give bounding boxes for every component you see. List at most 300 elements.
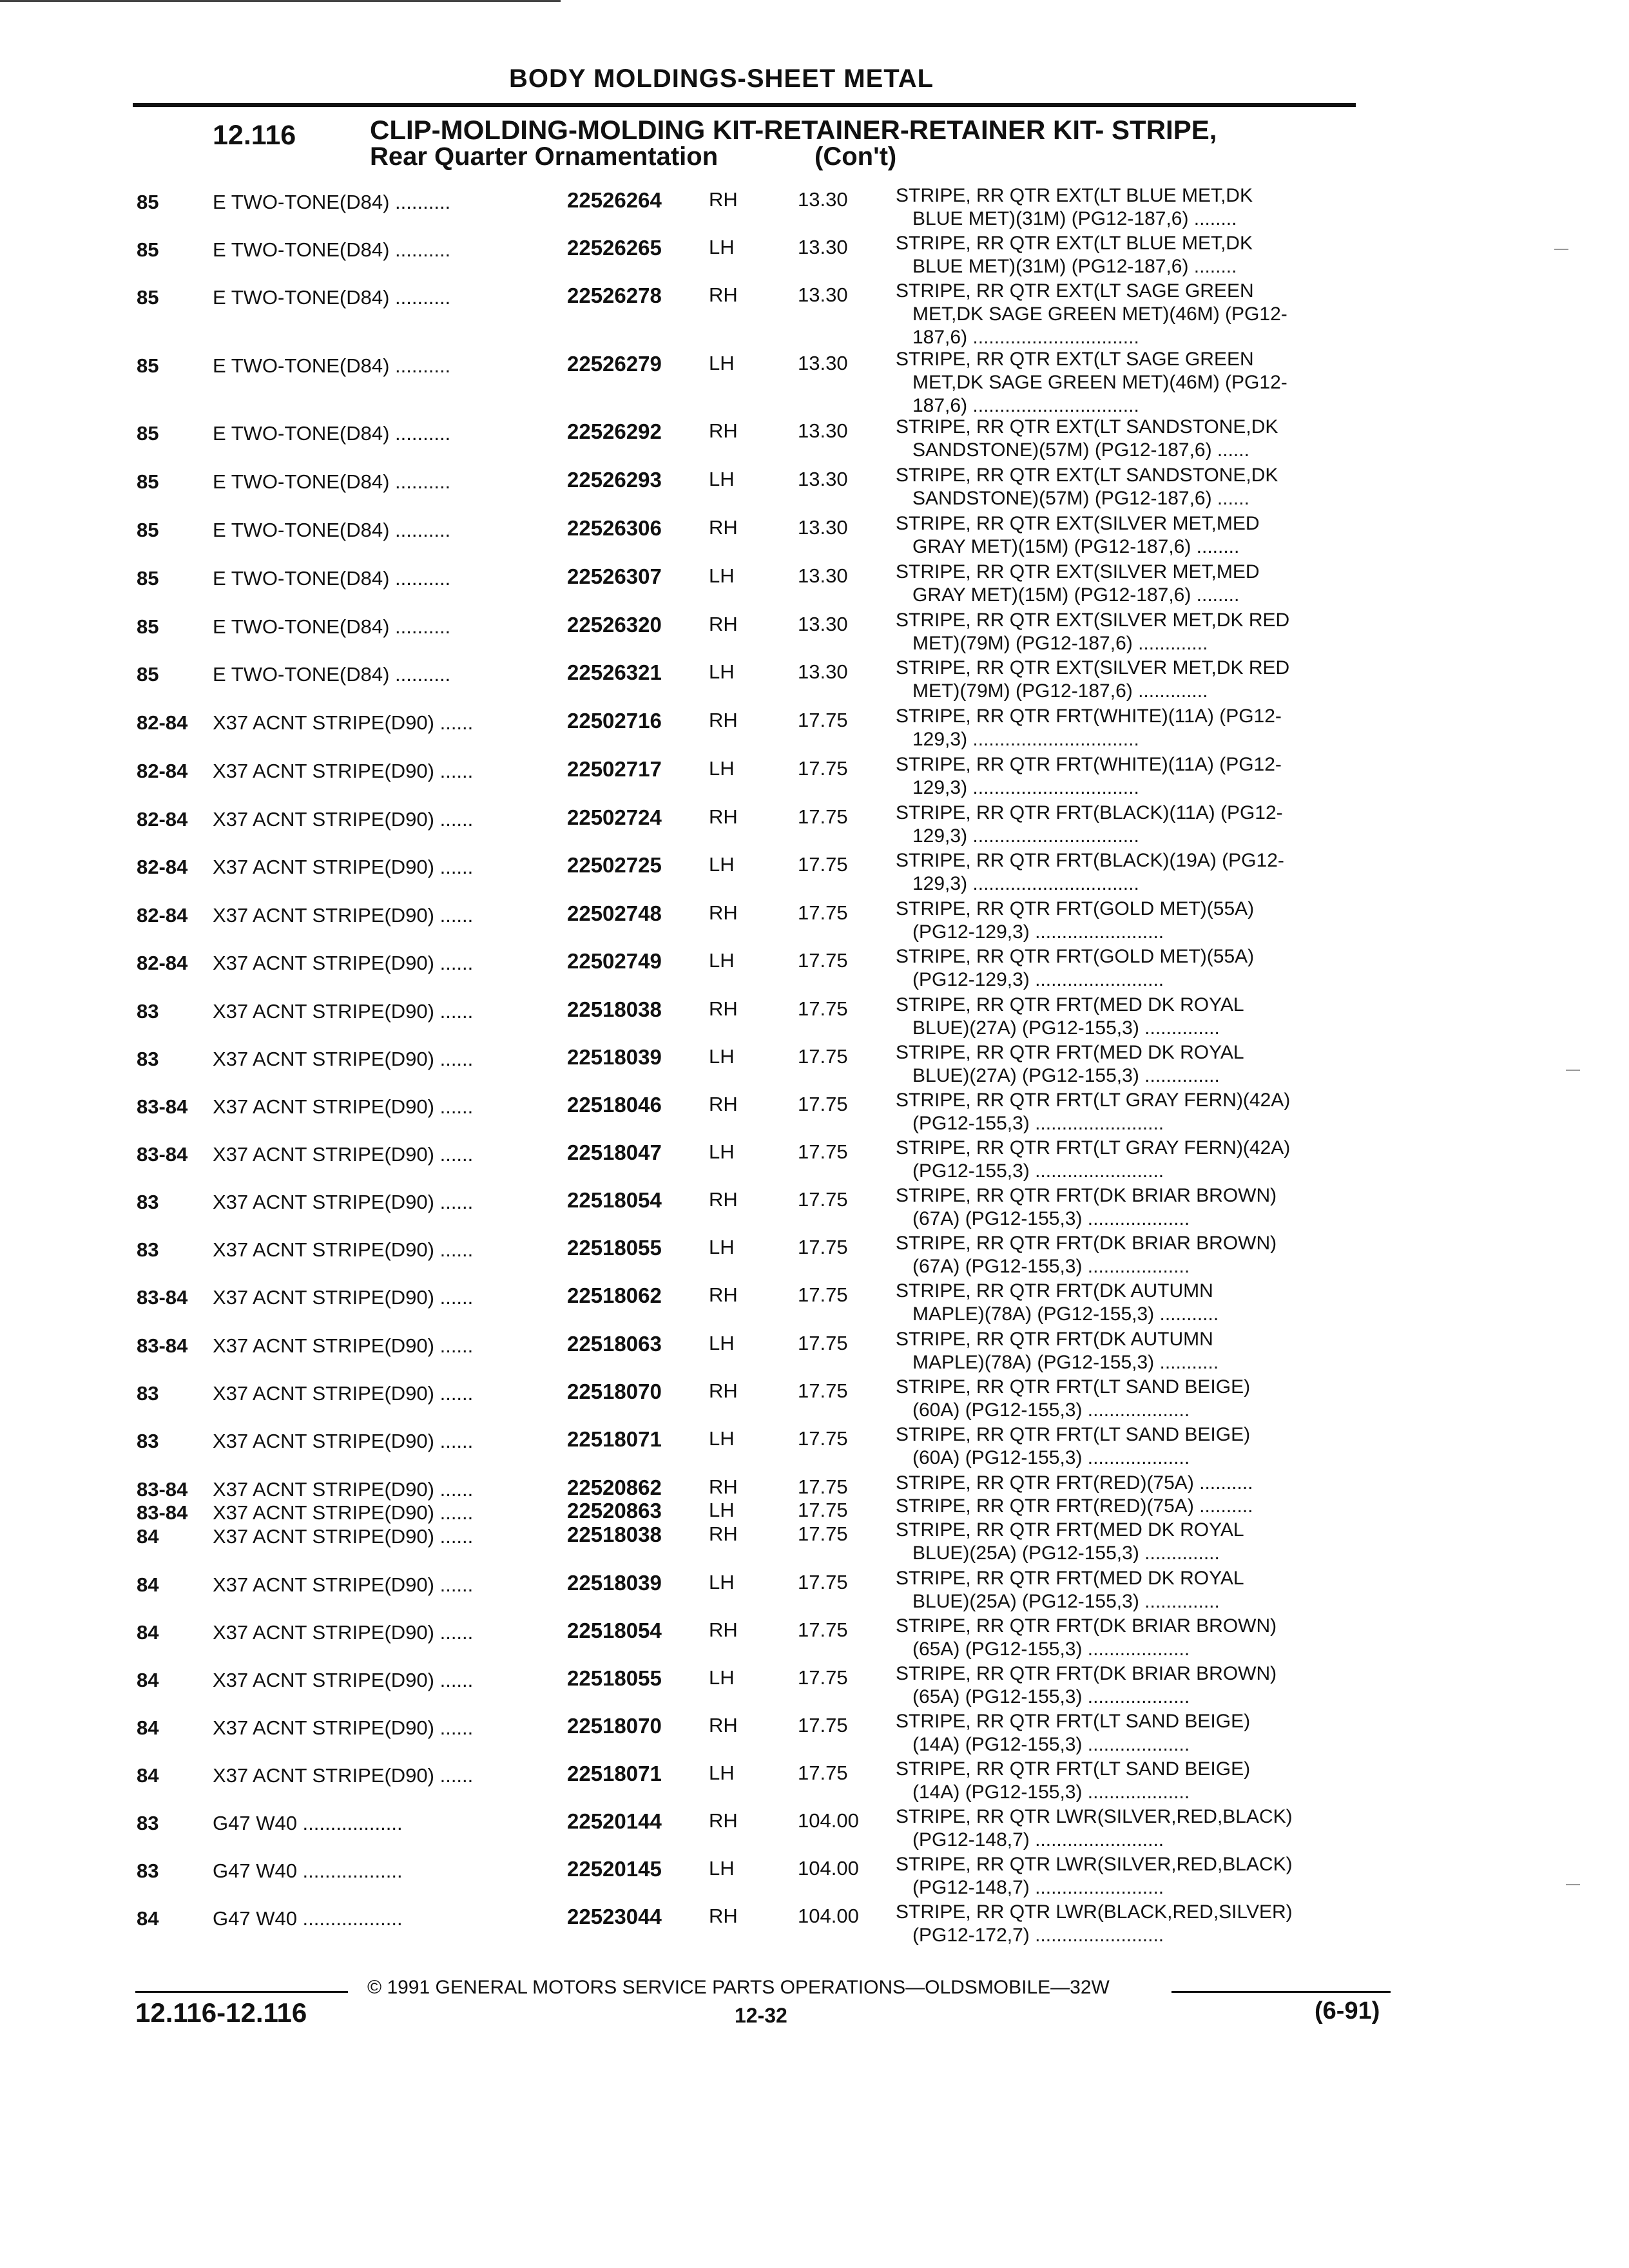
model-years: 83-84: [137, 1095, 188, 1118]
price: 13.30: [798, 188, 848, 211]
usage-description: G47 W40 ..................: [213, 1860, 403, 1882]
model-years: 85: [137, 191, 159, 213]
part-description: [896, 1184, 1385, 1231]
part-description-line: STRIPE, RR QTR FRT(MED DK ROYAL: [896, 994, 1244, 1015]
price: 17.75: [798, 1619, 848, 1641]
price: 13.30: [798, 352, 848, 374]
price: 17.75: [798, 1332, 848, 1354]
side-indicator: LH: [709, 352, 735, 374]
part-description-line: (PG12-148,7) ........................: [912, 1877, 1164, 1898]
part-description-line: STRIPE, RR QTR FRT(BLACK)(19A) (PG12-: [896, 850, 1284, 871]
copyright-notice: © 1991 GENERAL MOTORS SERVICE PARTS OPERATIONS—OLDSMOBILE—32W: [367, 1977, 1110, 1998]
continued-label: (Con't): [815, 142, 897, 171]
usage-description: E TWO-TONE(D84) ..........: [213, 519, 451, 541]
part-description: [896, 657, 1385, 703]
usage-description: E TWO-TONE(D84) ..........: [213, 422, 451, 445]
part-number: 22518055: [567, 1236, 662, 1260]
price: 13.30: [798, 516, 848, 539]
usage-description: X37 ACNT STRIPE(D90) ......: [213, 1238, 474, 1261]
usage-description: X37 ACNT STRIPE(D90) ......: [213, 760, 474, 782]
part-description: [896, 1805, 1385, 1852]
part-description-line: STRIPE, RR QTR FRT(LT SAND BEIGE): [896, 1376, 1251, 1398]
price: 17.75: [798, 1714, 848, 1736]
side-indicator: RH: [709, 1523, 738, 1545]
part-number: 22502725: [567, 853, 662, 877]
list-item: [0, 1853, 1629, 1901]
part-description-line: BLUE)(25A) (PG12-155,3) ..............: [912, 1591, 1220, 1612]
part-description-line: STRIPE, RR QTR FRT(DK BRIAR BROWN): [896, 1663, 1277, 1684]
model-years: 85: [137, 615, 159, 638]
usage-description: X37 ACNT STRIPE(D90) ......: [213, 1191, 474, 1213]
part-number: 22518054: [567, 1619, 662, 1642]
part-description-line: (14A) (PG12-155,3) ...................: [912, 1734, 1190, 1755]
part-number: 22518071: [567, 1427, 662, 1451]
price: 104.00: [798, 1809, 859, 1832]
scan-speck: [1566, 1070, 1580, 1071]
usage-description: X37 ACNT STRIPE(D90) ......: [213, 1478, 474, 1501]
side-indicator: LH: [709, 564, 735, 587]
part-number: 22526279: [567, 352, 662, 376]
usage-description: G47 W40 ..................: [213, 1812, 403, 1834]
part-description-line: (PG12-129,3) ........................: [912, 969, 1164, 990]
side-indicator: LH: [709, 1857, 735, 1879]
part-description-line: SANDSTONE)(57M) (PG12-187,6) ......: [912, 488, 1249, 509]
price: 17.75: [798, 709, 848, 731]
part-description: [896, 1901, 1385, 1947]
part-description-line: BLUE MET)(31M) (PG12-187,6) ........: [912, 208, 1237, 229]
price: 17.75: [798, 1427, 848, 1450]
price: 17.75: [798, 1045, 848, 1068]
price: 17.75: [798, 853, 848, 876]
list-item: [0, 1710, 1629, 1758]
section-title: CLIP-MOLDING-MOLDING KIT-RETAINER-RETAINER KIT- STRIPE,: [370, 115, 1217, 145]
part-number: 22518054: [567, 1188, 662, 1212]
part-description-line: (67A) (PG12-155,3) ...................: [912, 1208, 1190, 1229]
part-number: 22502716: [567, 709, 662, 733]
usage-description: X37 ACNT STRIPE(D90) ......: [213, 904, 474, 927]
part-description: [896, 1280, 1385, 1326]
part-number: 22518047: [567, 1140, 662, 1164]
part-description: [896, 184, 1385, 231]
price: 17.75: [798, 1093, 848, 1115]
part-number: 22518055: [567, 1666, 662, 1690]
part-description: [896, 753, 1385, 800]
side-indicator: RH: [709, 1379, 738, 1402]
side-indicator: RH: [709, 188, 738, 211]
side-indicator: LH: [709, 1140, 735, 1163]
part-description-line: 129,3) ...............................: [912, 777, 1139, 798]
side-indicator: LH: [709, 1236, 735, 1258]
model-years: 83: [137, 1812, 159, 1834]
price: 17.75: [798, 1188, 848, 1211]
list-item: [0, 1615, 1629, 1662]
price: 17.75: [798, 1379, 848, 1402]
list-item: [0, 464, 1629, 512]
usage-description: X37 ACNT STRIPE(D90) ......: [213, 1764, 474, 1787]
part-description-line: (65A) (PG12-155,3) ...................: [912, 1639, 1190, 1660]
side-indicator: LH: [709, 1762, 735, 1784]
part-description: [896, 1041, 1385, 1088]
part-number: 22502717: [567, 757, 662, 781]
part-description-line: STRIPE, RR QTR EXT(SILVER MET,MED: [896, 561, 1260, 582]
price: 17.75: [798, 1762, 848, 1784]
price: 17.75: [798, 901, 848, 924]
model-years: 83-84: [137, 1501, 188, 1524]
usage-description: X37 ACNT STRIPE(D90) ......: [213, 1382, 474, 1405]
part-number: 22502749: [567, 949, 662, 973]
side-indicator: RH: [709, 1475, 738, 1498]
part-description-line: STRIPE, RR QTR FRT(GOLD MET)(55A): [896, 898, 1255, 919]
usage-description: X37 ACNT STRIPE(D90) ......: [213, 952, 474, 974]
part-number: 22526320: [567, 613, 662, 637]
model-years: 85: [137, 354, 159, 377]
model-years: 84: [137, 1621, 159, 1644]
list-item: [0, 705, 1629, 753]
list-item: [0, 561, 1629, 608]
part-description-line: STRIPE, RR QTR EXT(LT SANDSTONE,DK: [896, 416, 1278, 437]
part-number: 22526321: [567, 660, 662, 684]
side-indicator: RH: [709, 613, 738, 635]
part-description-line: STRIPE, RR QTR FRT(LT SAND BEIGE): [896, 1758, 1251, 1780]
usage-description: X37 ACNT STRIPE(D90) ......: [213, 711, 474, 734]
list-item: [0, 1232, 1629, 1280]
model-years: 85: [137, 422, 159, 445]
model-years: 83: [137, 1238, 159, 1261]
side-indicator: RH: [709, 709, 738, 731]
part-number: 22518038: [567, 1523, 662, 1546]
side-indicator: RH: [709, 1809, 738, 1832]
usage-description: X37 ACNT STRIPE(D90) ......: [213, 1000, 474, 1023]
part-description-line: STRIPE, RR QTR EXT(SILVER MET,DK RED: [896, 610, 1290, 631]
list-item: [0, 1567, 1629, 1615]
side-indicator: LH: [709, 1666, 735, 1689]
model-years: 83: [137, 1860, 159, 1882]
part-description: [896, 1423, 1385, 1470]
side-indicator: RH: [709, 997, 738, 1020]
side-indicator: RH: [709, 1093, 738, 1115]
part-description: [896, 464, 1385, 510]
usage-description: E TWO-TONE(D84) ..........: [213, 238, 451, 261]
price: 13.30: [798, 284, 848, 306]
part-description-line: BLUE)(27A) (PG12-155,3) ..............: [912, 1065, 1220, 1086]
model-years: 85: [137, 238, 159, 261]
part-description-line: 187,6) ...............................: [912, 395, 1139, 416]
usage-description: X37 ACNT STRIPE(D90) ......: [213, 1621, 474, 1644]
part-description-line: STRIPE, RR QTR FRT(LT GRAY FERN)(42A): [896, 1137, 1291, 1158]
model-years: 83: [137, 1382, 159, 1405]
model-years: 85: [137, 567, 159, 590]
footer-rule-right: [1171, 1991, 1391, 1993]
usage-description: X37 ACNT STRIPE(D90) ......: [213, 1048, 474, 1070]
list-item: [0, 512, 1629, 560]
price: 17.75: [798, 1140, 848, 1163]
list-item: [0, 1376, 1629, 1423]
side-indicator: RH: [709, 1619, 738, 1641]
usage-description: E TWO-TONE(D84) ..........: [213, 191, 451, 213]
usage-description: X37 ACNT STRIPE(D90) ......: [213, 1716, 474, 1739]
side-indicator: RH: [709, 419, 738, 442]
part-description-line: MAPLE)(78A) (PG12-155,3) ...........: [912, 1303, 1219, 1325]
part-description-line: STRIPE, RR QTR FRT(DK BRIAR BROWN): [896, 1185, 1277, 1206]
part-description-line: STRIPE, RR QTR FRT(GOLD MET)(55A): [896, 946, 1255, 967]
side-indicator: RH: [709, 1714, 738, 1736]
list-item: [0, 802, 1629, 849]
part-description-line: (PG12-172,7) ........................: [912, 1925, 1164, 1946]
part-description-line: BLUE MET)(31M) (PG12-187,6) ........: [912, 256, 1237, 277]
usage-description: X37 ACNT STRIPE(D90) ......: [213, 856, 474, 878]
part-description-line: STRIPE, RR QTR FRT(LT SAND BEIGE): [896, 1424, 1251, 1445]
part-description-line: MET,DK SAGE GREEN MET)(46M) (PG12-: [912, 372, 1287, 393]
part-description: [896, 849, 1385, 896]
part-description-line: 129,3) ...............................: [912, 729, 1139, 750]
part-description: [896, 898, 1385, 944]
price: 17.75: [798, 1475, 848, 1498]
part-description-line: STRIPE, RR QTR EXT(SILVER MET,MED: [896, 513, 1260, 534]
price: 17.75: [798, 1283, 848, 1306]
part-description: [896, 609, 1385, 655]
list-item: [0, 1805, 1629, 1853]
part-description-line: (PG12-155,3) ........................: [912, 1160, 1164, 1182]
list-item: [0, 1184, 1629, 1232]
list-item: [0, 1328, 1629, 1376]
list-item: [0, 1137, 1629, 1184]
model-years: 84: [137, 1907, 159, 1930]
part-number: 22526306: [567, 516, 662, 540]
part-description-line: STRIPE, RR QTR LWR(BLACK,RED,SILVER): [896, 1901, 1293, 1923]
part-description: [896, 705, 1385, 751]
part-number: 22518039: [567, 1045, 662, 1069]
part-description-line: (60A) (PG12-155,3) ...................: [912, 1447, 1190, 1468]
price: 17.75: [798, 1571, 848, 1593]
usage-description: E TWO-TONE(D84) ..........: [213, 286, 451, 309]
side-indicator: LH: [709, 468, 735, 490]
part-description: [896, 1853, 1385, 1899]
part-description-line: STRIPE, RR QTR FRT(MED DK ROYAL: [896, 1568, 1244, 1589]
model-years: 83-84: [137, 1143, 188, 1166]
section-number: 12.116: [213, 120, 296, 151]
list-item: [0, 416, 1629, 463]
model-years: 83: [137, 1191, 159, 1213]
model-years: 83: [137, 1000, 159, 1023]
price: 104.00: [798, 1905, 859, 1927]
part-description: [896, 994, 1385, 1040]
side-indicator: LH: [709, 236, 735, 258]
list-item: [0, 348, 1629, 416]
part-description: [896, 348, 1385, 418]
list-item: [0, 945, 1629, 993]
part-description-line: STRIPE, RR QTR LWR(SILVER,RED,BLACK): [896, 1854, 1293, 1875]
part-description: [896, 802, 1385, 848]
usage-description: E TWO-TONE(D84) ..........: [213, 615, 451, 638]
part-description: [896, 561, 1385, 607]
part-number: 22520144: [567, 1809, 662, 1833]
part-description-line: (60A) (PG12-155,3) ...................: [912, 1399, 1190, 1421]
part-description-line: STRIPE, RR QTR FRT(BLACK)(11A) (PG12-: [896, 802, 1283, 823]
part-description: [896, 416, 1385, 462]
part-description-line: (PG12-155,3) ........................: [912, 1113, 1164, 1134]
part-description: [896, 1328, 1385, 1374]
part-description-line: STRIPE, RR QTR FRT(MED DK ROYAL: [896, 1519, 1244, 1541]
price: 17.75: [798, 1523, 848, 1545]
list-item: [0, 609, 1629, 657]
footer-page-number: 12-32: [735, 2004, 787, 2027]
usage-description: E TWO-TONE(D84) ..........: [213, 470, 451, 493]
list-item: [0, 232, 1629, 280]
part-number: 22526293: [567, 468, 662, 492]
usage-description: X37 ACNT STRIPE(D90) ......: [213, 1573, 474, 1596]
list-item: [0, 753, 1629, 801]
part-description: [896, 945, 1385, 992]
model-years: 84: [137, 1573, 159, 1596]
part-description-line: STRIPE, RR QTR EXT(LT SAGE GREEN: [896, 280, 1254, 302]
part-number: 22518038: [567, 997, 662, 1021]
usage-description: E TWO-TONE(D84) ..........: [213, 663, 451, 686]
model-years: 83-84: [137, 1286, 188, 1309]
usage-description: X37 ACNT STRIPE(D90) ......: [213, 1430, 474, 1452]
part-description: [896, 1089, 1385, 1135]
part-number: 22520862: [567, 1475, 662, 1499]
part-description-line: (PG12-148,7) ........................: [912, 1829, 1164, 1850]
model-years: 85: [137, 663, 159, 686]
part-description-line: STRIPE, RR QTR FRT(WHITE)(11A) (PG12-: [896, 706, 1282, 727]
usage-description: X37 ACNT STRIPE(D90) ......: [213, 1143, 474, 1166]
part-description: [896, 1495, 1385, 1518]
side-indicator: LH: [709, 660, 735, 683]
list-item: [0, 1519, 1629, 1566]
part-number: 22526292: [567, 419, 662, 443]
model-years: 84: [137, 1764, 159, 1787]
section-subtitle: Rear Quarter Ornamentation: [370, 142, 718, 171]
part-number: 22518062: [567, 1283, 662, 1307]
part-number: 22518070: [567, 1379, 662, 1403]
part-description: [896, 1376, 1385, 1422]
price: 17.75: [798, 1236, 848, 1258]
usage-description: X37 ACNT STRIPE(D90) ......: [213, 808, 474, 831]
part-description-line: STRIPE, RR QTR EXT(LT SANDSTONE,DK: [896, 465, 1278, 486]
part-description-line: MAPLE)(78A) (PG12-155,3) ...........: [912, 1352, 1219, 1373]
model-years: 82-84: [137, 760, 188, 782]
usage-description: X37 ACNT STRIPE(D90) ......: [213, 1095, 474, 1118]
model-years: 85: [137, 286, 159, 309]
part-description-line: MET)(79M) (PG12-187,6) .............: [912, 633, 1208, 654]
part-description: [896, 1615, 1385, 1661]
part-number: 22502724: [567, 805, 662, 829]
scan-speck: [1566, 1884, 1580, 1885]
usage-description: X37 ACNT STRIPE(D90) ......: [213, 1501, 474, 1524]
usage-description: X37 ACNT STRIPE(D90) ......: [213, 1525, 474, 1548]
model-years: 82-84: [137, 952, 188, 974]
side-indicator: LH: [709, 853, 735, 876]
part-number: 22518046: [567, 1093, 662, 1117]
list-item: [0, 1280, 1629, 1327]
part-description-line: (67A) (PG12-155,3) ...................: [912, 1256, 1190, 1277]
usage-description: G47 W40 ..................: [213, 1907, 403, 1930]
price: 13.30: [798, 564, 848, 587]
price: 17.75: [798, 757, 848, 780]
part-description-line: (14A) (PG12-155,3) ...................: [912, 1782, 1190, 1803]
model-years: 84: [137, 1525, 159, 1548]
part-number: 22526264: [567, 188, 662, 212]
list-item: [0, 184, 1629, 232]
side-indicator: RH: [709, 805, 738, 828]
price: 13.30: [798, 236, 848, 258]
part-description-line: GRAY MET)(15M) (PG12-187,6) ........: [912, 584, 1240, 606]
part-description-line: STRIPE, RR QTR FRT(LT SAND BEIGE): [896, 1711, 1251, 1732]
part-description-line: MET,DK SAGE GREEN MET)(46M) (PG12-: [912, 303, 1287, 325]
part-description-line: MET)(79M) (PG12-187,6) .............: [912, 680, 1208, 702]
part-description: [896, 1662, 1385, 1709]
part-description-line: (PG12-129,3) ........................: [912, 921, 1164, 943]
part-description-line: (65A) (PG12-155,3) ...................: [912, 1686, 1190, 1707]
footer-section-range: 12.116-12.116: [135, 1997, 307, 2028]
side-indicator: RH: [709, 1283, 738, 1306]
part-number: 22518071: [567, 1762, 662, 1785]
list-item: [0, 657, 1629, 704]
model-years: 83-84: [137, 1334, 188, 1357]
part-description-line: STRIPE, RR QTR FRT(WHITE)(11A) (PG12-: [896, 754, 1282, 775]
model-years: 82-84: [137, 808, 188, 831]
model-years: 84: [137, 1716, 159, 1739]
model-years: 83: [137, 1430, 159, 1452]
price: 17.75: [798, 997, 848, 1020]
page-header-title: BODY MOLDINGS-SHEET METAL: [509, 64, 934, 93]
part-description: [896, 232, 1385, 278]
part-number: 22518070: [567, 1714, 662, 1738]
part-description-line: SANDSTONE)(57M) (PG12-187,6) ......: [912, 439, 1249, 461]
part-number: 22520863: [567, 1499, 662, 1523]
list-item: [0, 1758, 1629, 1805]
price: 104.00: [798, 1857, 859, 1879]
side-indicator: RH: [709, 901, 738, 924]
part-description-line: STRIPE, RR QTR FRT(DK AUTUMN: [896, 1280, 1213, 1302]
model-years: 84: [137, 1669, 159, 1691]
part-description: [896, 280, 1385, 349]
part-description: [896, 512, 1385, 559]
model-years: 82-84: [137, 904, 188, 927]
part-description-line: STRIPE, RR QTR FRT(RED)(75A) ..........: [896, 1495, 1253, 1517]
part-description-line: 129,3) ...............................: [912, 873, 1139, 894]
part-description-line: STRIPE, RR QTR FRT(DK BRIAR BROWN): [896, 1615, 1277, 1637]
list-item: [0, 1041, 1629, 1089]
price: 17.75: [798, 949, 848, 972]
part-description-line: STRIPE, RR QTR FRT(RED)(75A) ..........: [896, 1472, 1253, 1494]
footer-rule-left: [135, 1991, 348, 1993]
part-description: [896, 1567, 1385, 1613]
part-description-line: STRIPE, RR QTR FRT(MED DK ROYAL: [896, 1042, 1244, 1063]
price: 13.30: [798, 613, 848, 635]
list-item: [0, 1901, 1629, 1948]
side-indicator: LH: [709, 949, 735, 972]
part-number: 22520145: [567, 1857, 662, 1881]
side-indicator: RH: [709, 516, 738, 539]
usage-description: E TWO-TONE(D84) ..........: [213, 354, 451, 377]
part-description-line: STRIPE, RR QTR FRT(DK BRIAR BROWN): [896, 1233, 1277, 1254]
part-description: [896, 1232, 1385, 1278]
part-number: 22502748: [567, 901, 662, 925]
price: 17.75: [798, 805, 848, 828]
list-item: [0, 1662, 1629, 1710]
model-years: 85: [137, 519, 159, 541]
part-description-line: STRIPE, RR QTR FRT(LT GRAY FERN)(42A): [896, 1090, 1291, 1111]
model-years: 83: [137, 1048, 159, 1070]
side-indicator: LH: [709, 757, 735, 780]
part-description: [896, 1519, 1385, 1565]
side-indicator: LH: [709, 1499, 735, 1521]
part-description: [896, 1137, 1385, 1183]
list-item: [0, 898, 1629, 945]
list-item: [0, 1089, 1629, 1137]
side-indicator: LH: [709, 1427, 735, 1450]
